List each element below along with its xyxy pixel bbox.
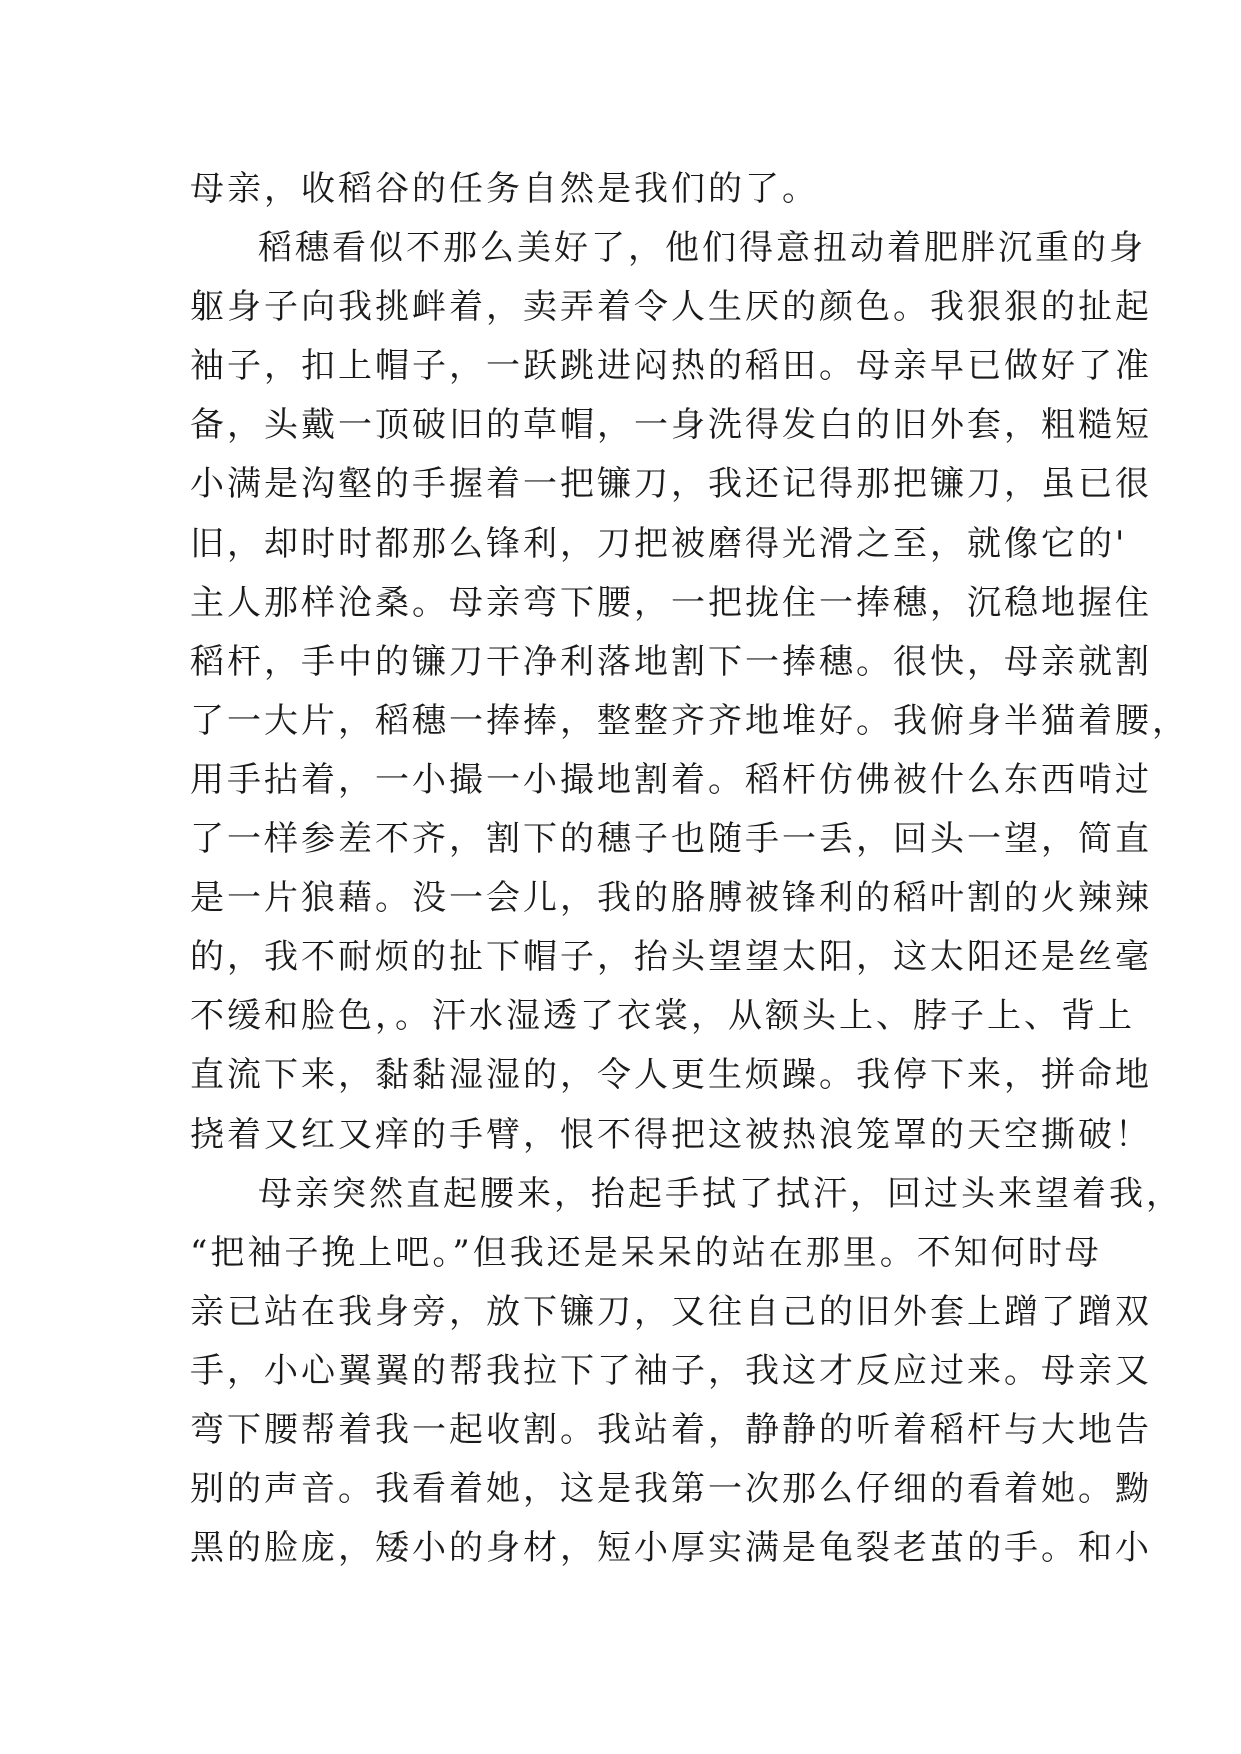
- text-line: 是一片狼藉。没一会儿，我的胳膊被锋利的稻叶割的火辣辣: [190, 878, 1152, 919]
- text-line: 稻杆，手中的镰刀干净利落地割下一捧穗。很快，母亲就割: [190, 641, 1152, 682]
- text-line: 别的声音。我看着她，这是我第一次那么仔细的看着她。黝: [190, 1469, 1152, 1510]
- text-line: 手，小心翼翼的帮我拉下了袖子，我这才反应过来。母亲又: [190, 1350, 1152, 1391]
- text-line: 旧，却时时都那么锋利，刀把被磨得光滑之至，就像它的': [190, 523, 1128, 564]
- text-line: 小满是沟壑的手握着一把镰刀，我还记得那把镰刀，虽已很: [190, 464, 1152, 505]
- body-text: [190, 160, 1189, 1578]
- text-line: 备，头戴一顶破旧的草帽，一身洗得发白的旧外套，粗糙短: [190, 405, 1152, 446]
- text-line: 用手拈着，一小撮一小撮地割着。稻杆仿佛被什么东西啃过: [190, 759, 1152, 800]
- text-line: 不缓和脸色，。汗水湿透了衣裳，从额头上、脖子上、背上: [190, 996, 1135, 1037]
- text-line: 挠着又红又痒的手臂，恨不得把这被热浪笼罩的天空撕破！: [190, 1114, 1152, 1155]
- text-line: 亲已站在我身旁，放下镰刀，又往自己的旧外套上蹭了蹭双: [190, 1291, 1152, 1332]
- text-line: 弯下腰帮着我一起收割。我站着，静静的听着稻杆与大地告: [190, 1409, 1152, 1450]
- text-line: 稻穗看似不那么美好了，他们得意扭动着肥胖沉重的身: [258, 228, 1146, 269]
- text-line: 袖子，扣上帽子，一跃跳进闷热的稻田。母亲早已做好了准: [190, 346, 1152, 387]
- text-line: 黑的脸庞，矮小的身材，短小厚实满是龟裂老茧的手。和小: [190, 1528, 1152, 1569]
- text-line: 了一样参差不齐，割下的穗子也随手一丢，回头一望，简直: [190, 819, 1152, 860]
- text-line: 了一大片，稻穗一捧捧，整整齐齐地堆好。我俯身半猫着腰，: [190, 700, 1189, 741]
- text-line: “把袖子挽上吧。”但我还是呆呆的站在那里。不知何时母: [190, 1232, 1102, 1273]
- text-line: 母亲，收稻谷的任务自然是我们的了。: [190, 169, 819, 209]
- text-line: 主人那样沧桑。母亲弯下腰，一把拢住一捧穗，沉稳地握住: [190, 582, 1152, 623]
- text-line: 躯身子向我挑衅着，卖弄着令人生厌的颜色。我狠狠的扯起: [190, 287, 1152, 328]
- text-line: 的，我不耐烦的扯下帽子，抬头望望太阳，这太阳还是丝毫: [190, 937, 1152, 978]
- text-line: 母亲突然直起腰来，抬起手拭了拭汗，回过头来望着我，: [258, 1173, 1183, 1214]
- text-line: 直流下来，黏黏湿湿的，令人更生烦躁。我停下来，拼命地: [190, 1055, 1152, 1096]
